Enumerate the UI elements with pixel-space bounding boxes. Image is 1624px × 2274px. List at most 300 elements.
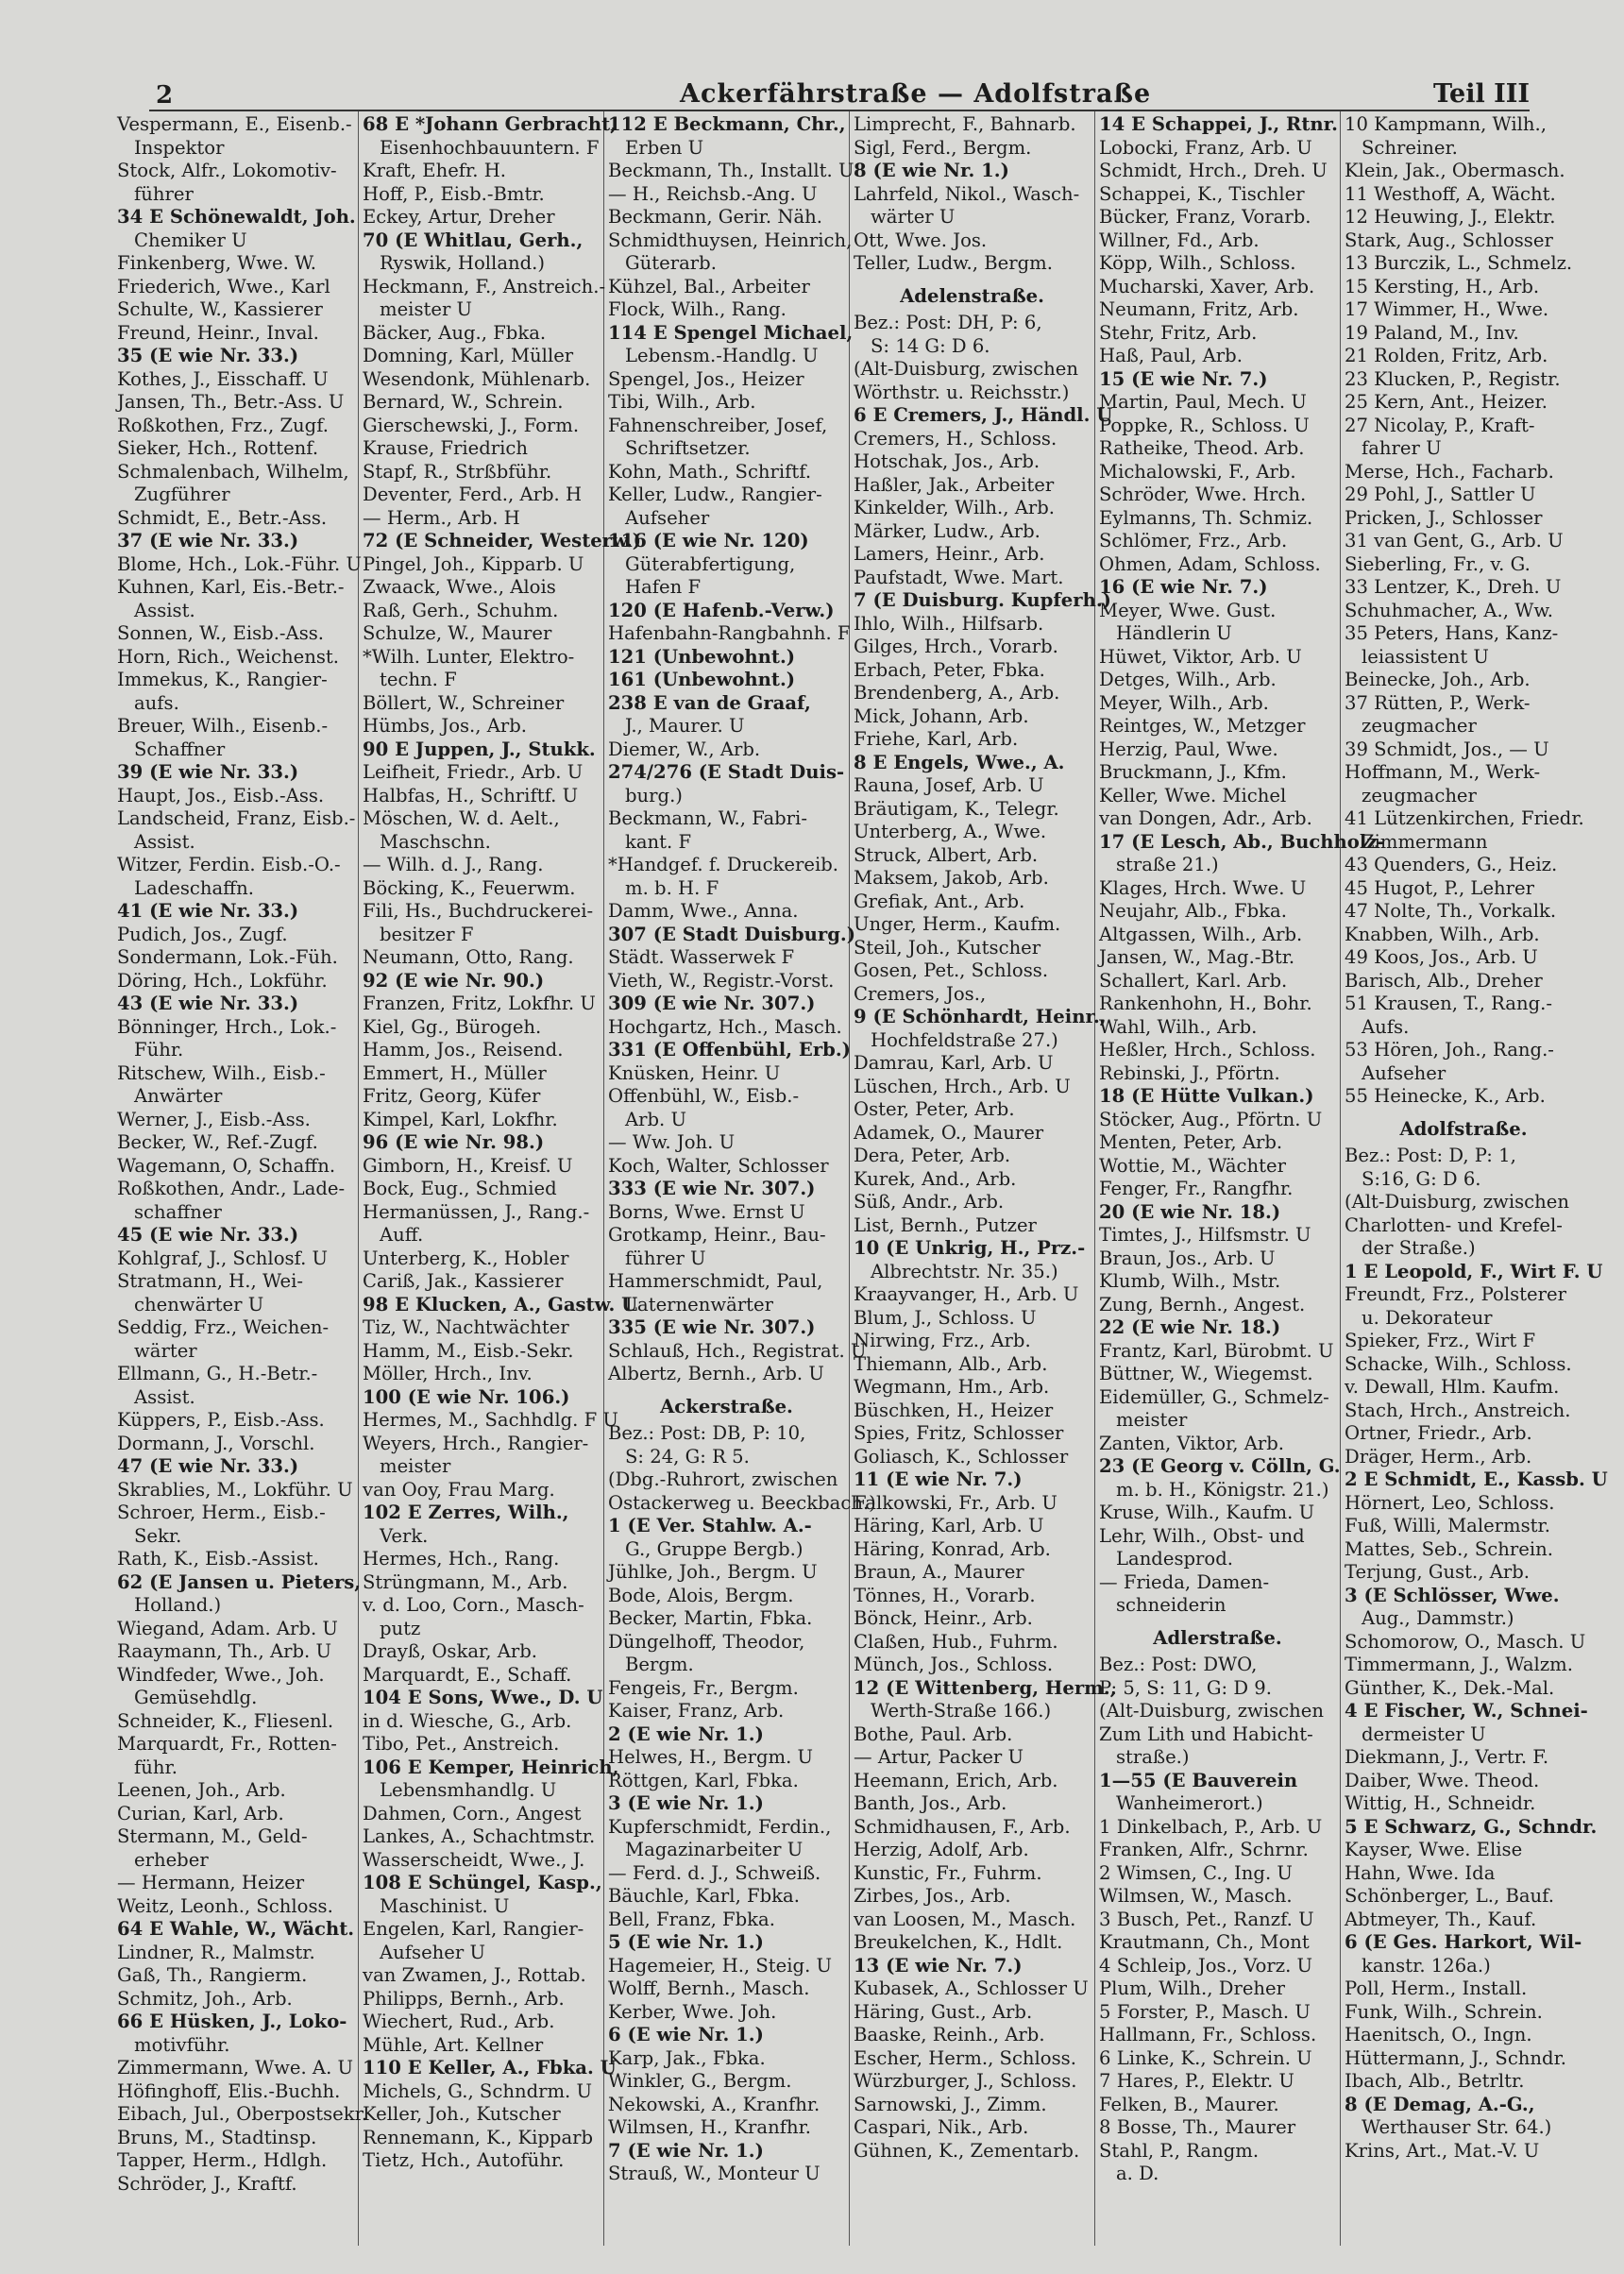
entry-line: Roßkothen, Andr., Lade- [117,1178,346,1199]
entry-line: Häring, Gust., Arb. [854,2000,1033,2023]
house-number-line: 4 E Fischer, W., Schnei- [1345,1700,1588,1722]
entry-line: Winkler, G., Bergm. [608,2070,792,2092]
entry-line: Bücker, Franz, Vorarb. [1099,206,1311,228]
house-number-line: 96 (E wie Nr. 98.) [363,1131,545,1153]
house-number-line: 47 (E wie Nr. 33.) [117,1455,299,1477]
entry-line: Kinkelder, Wilh., Arb. [854,497,1055,518]
entry-line: 17 Wimmer, H., Wwe. [1345,298,1549,320]
entry-line: Neumann, Otto, Rang. [363,946,574,968]
entry-line: Keller, Joh., Kutscher [363,2103,561,2125]
entry-continuation: leiassistent U [1362,645,1489,668]
entry-line: Wesendonk, Mühlenarb. [363,367,591,390]
entry-continuation: Zugführer [134,484,230,505]
entry-line: Franken, Alfr., Schrnr. [1099,1839,1309,1860]
entry-line: Eidemüller, G., Schmelz- [1099,1385,1329,1408]
entry-line: — Ww. Joh. U [608,1131,736,1153]
entry-line: Fahnenschreiber, Josef, [608,414,828,436]
entry-line: Brendenberg, A., Arb. [854,682,1060,704]
entry-line: Hochgartz, Hch., Masch. [608,1015,842,1038]
entry-continuation: Assist. [134,1385,195,1408]
house-number-line: 45 (E wie Nr. 33.) [117,1224,299,1246]
entry-line: Philipps, Bernh., Arb. [363,1987,565,2010]
house-number-line: 331 (E Offenbühl, Erb.) [608,1039,851,1061]
entry-line: Dormann, J., Vorschl. [117,1432,315,1454]
column-5 [1095,111,1385,2246]
entry-line: Bode, Alois, Bergm. [608,1584,794,1606]
house-number-line: 2 (E wie Nr. 1.) [608,1722,764,1745]
entry-continuation: Aufseher [1362,1061,1446,1084]
entry-line: Haupt, Jos., Eisb.-Ass. [117,784,325,806]
entry-line: Kraayvanger, H., Arb. U [854,1283,1079,1305]
entry-continuation: kant. F [625,830,692,853]
entry-line: Hüwet, Viktor, Arb. U [1099,645,1302,668]
entry-line: Daiber, Wwe. Theod. [1345,1769,1540,1791]
entry-line: Münch, Jos., Schloss. [854,1654,1054,1675]
entry-line: Möschen, W. d. Aelt., [363,807,560,829]
entry-line: Ohmen, Adam, Schloss. [1099,552,1321,575]
entry-continuation: meister U [380,298,473,320]
entry-line: Sieberling, Fr., v. G. [1345,552,1531,575]
entry-line: Windfeder, Wwe., Joh. [117,1663,325,1686]
entry-line: Lahrfeld, Nikol., Wasch- [854,182,1080,205]
entry-continuation: Sekr. [134,1524,182,1547]
entry-line: Wörthstr. u. Reichsstr.) [854,381,1070,403]
house-number-line: 274/276 (E Stadt Duis- [608,761,845,783]
entry-line: Kunstic, Fr., Fuhrm. [854,1861,1042,1884]
entry-line: 7 Hares, P., Elektr. U [1099,2070,1294,2092]
entry-line: Barisch, Alb., Dreher [1345,969,1543,992]
entry-line: Rebinski, J., Pförtn. [1099,1061,1280,1084]
entry-line: Plum, Wilh., Dreher [1099,1977,1285,1999]
page-title: Ackerfährstraße — Adolfstraße [680,79,1152,109]
entry-line: Schomorow, O., Masch. U [1345,1630,1586,1653]
entry-line: Hotschak, Jos., Arb. [854,450,1040,472]
entry-line: Immekus, K., Rangier- [117,669,328,690]
entry-line: Frantz, Karl, Bürobmt. U [1099,1339,1334,1362]
entry-line: Braun, A., Maurer [854,1561,1024,1583]
entry-line: Vespermann, E., Eisenb.- [117,113,352,135]
entry-line: 25 Kern, Ant., Heizer. [1345,391,1548,413]
house-number-line: 114 E Spengel Michael, [608,321,854,344]
entry-line: Leenen, Joh., Arb. [117,1779,286,1801]
entry-line: Cremers, Jos., [854,982,987,1005]
entry-line: Breuer, Wilh., Eisenb.- [117,715,329,737]
house-number-line: 335 (E wie Nr. 307.) [608,1316,816,1338]
entry-continuation: Anwärter [134,1085,223,1107]
entry-continuation: schaffner [134,1200,222,1223]
house-number-line: 22 (E wie Nr. 18.) [1099,1316,1281,1338]
entry-continuation: zeugmacher [1362,784,1477,806]
entry-line: Adamek, O., Maurer [854,1121,1044,1144]
entry-line: Gosen, Pet., Schloss. [854,959,1049,981]
entry-line: Zanten, Viktor, Arb. [1099,1432,1285,1454]
entry-line: Franzen, Fritz, Lokfhr. U [363,993,596,1014]
entry-line: Schröder, J., Kraftf. [117,2172,297,2195]
entry-continuation: Inspektor [134,136,225,159]
entry-line: Bell, Franz, Fbka. [608,1908,775,1930]
column-1 [113,111,368,2246]
entry-line: Kiel, Gg., Bürogeh. [363,1015,542,1038]
entry-line: Häring, Konrad, Arb. [854,1537,1051,1560]
house-number-line: 7 (E wie Nr. 1.) [608,2139,764,2162]
entry-line: Keller, Ludw., Rangier- [608,484,822,505]
entry-line: Wiegand, Adam. Arb. U [117,1617,338,1639]
entry-line: Ratheike, Theod. Arb. [1099,437,1305,459]
entry-line: Hermes, Hch., Rang. [363,1548,560,1570]
entry-continuation: Gemüsehdlg. [134,1687,258,1708]
entry-line: Timtes, J., Hilfsmstr. U [1099,1224,1311,1246]
house-number-line: 8 E Engels, Wwe., A. [854,751,1065,773]
entry-line: Tibo, Pet., Anstreich. [363,1733,560,1755]
house-number-line: 98 E Klucken, A., Gastw. U [363,1293,638,1315]
entry-line: Fritz, Georg, Küfer [363,1085,541,1107]
entry-line: Pricken, J., Schlosser [1345,506,1543,529]
entry-line: Günther, K., Dek.-Mal. [1345,1676,1555,1699]
entry-line: Zwaack, Wwe., Alois [363,576,556,598]
entry-line: Stach, Hrch., Anstreich. [1345,1399,1571,1421]
page-header [0,0,1624,113]
entry-line: Becker, W., Ref.-Zugf. [117,1131,318,1153]
entry-line: Ellmann, G., H.-Betr.- [117,1363,318,1384]
house-number-line: 64 E Wahle, W., Wächt. [117,1918,355,1940]
entry-line: Seddig, Frz., Weichen- [117,1316,330,1338]
entry-line: Lamers, Heinr., Arb. [854,543,1045,565]
entry-line: Hörnert, Leo, Schloss. [1345,1491,1555,1514]
entry-line: Flock, Wilh., Rang. [608,298,787,320]
entry-line: Drayß, Oskar, Arb. [363,1640,538,1662]
entry-line: Kohlgraf, J., Schlosf. U [117,1247,329,1269]
entry-line: 13 Burczik, L., Schmelz. [1345,252,1573,274]
entry-line: Meyer, Wwe. Gust. [1099,599,1277,621]
entry-line: Herzig, Paul, Wwe. [1099,738,1278,760]
entry-continuation: Schaffner [134,738,226,760]
house-number-line: 102 E Zerres, Wilh., [363,1502,569,1523]
entry-line: 31 van Gent, G., Arb. U [1345,530,1564,552]
entry-line: 29 Pohl, J., Sattler U [1345,484,1536,505]
entry-line: Tibi, Wilh., Arb. [608,391,756,413]
entry-continuation: m. b. H., Königstr. 21.) [1116,1478,1329,1501]
entry-line: Albertz, Bernh., Arb. U [608,1363,824,1384]
entry-line: Thiemann, Alb., Arb. [854,1352,1048,1375]
entry-line: Curian, Karl, Arb. [117,1802,284,1824]
entry-line: Hermes, M., Sachhdlg. F U [363,1409,618,1431]
entry-line: List, Bernh., Putzer [854,1213,1037,1236]
entry-line: — Hermann, Heizer [117,1872,305,1893]
entry-line: Weitz, Leonh., Schloss. [117,1894,333,1917]
entry-line: Nekowski, A., Kranfhr. [608,2093,820,2115]
entry-line: Kruse, Wilh., Kaufm. U [1099,1502,1315,1523]
entry-line: Krins, Art., Mat.-V. U [1345,2139,1540,2162]
entry-line: Leifheit, Friedr., Arb. U [363,761,584,783]
house-number-line: 309 (E wie Nr. 307.) [608,993,816,1014]
column-4 [850,111,1117,2246]
entry-line: Hallmann, Fr., Schloss. [1099,2024,1317,2045]
entry-line: Lehr, Wilh., Obst- und [1099,1524,1305,1547]
house-number-line: 1—55 (E Bauverein [1099,1769,1298,1791]
entry-line: Böcking, K., Feuerwm. [363,876,576,899]
entry-line: Roßkothen, Frz., Zugf. [117,414,329,436]
entry-line: Marquardt, E., Schaff. [363,1663,572,1686]
entry-line: Tiz, W., Nachtwächter [363,1316,569,1338]
entry-line: Stapf, R., Strßbführ. [363,460,552,483]
entry-line: Weyers, Hrch., Rangier- [363,1432,589,1454]
entry-line: Wilmsen, H., Kranfhr. [608,2116,812,2138]
entry-line: Skrablies, M., Lokführ. U [117,1478,353,1501]
entry-line: Ibach, Alb., Betrltr. [1345,2070,1525,2092]
entry-continuation: meister [380,1455,451,1477]
entry-line: Heßler, Hrch., Schloss. [1099,1039,1316,1061]
entry-line: Offenbühl, W., Eisb.- [608,1085,800,1107]
entry-line: van Dongen, Adr., Arb. [1099,807,1312,829]
entry-line: Limprecht, F., Bahnarb. [854,113,1076,135]
entry-line: Fengeis, Fr., Bergm. [608,1676,799,1699]
entry-line: 10 Kampmann, Wilh., [1345,113,1547,135]
entry-line: Döring, Hch., Lokführ. [117,969,328,992]
entry-line: Gaß, Th., Rangierm. [117,1964,308,1986]
house-number-line: 8 (E wie Nr. 1.) [854,160,1009,181]
entry-line: 1 Dinkelbach, P., Arb. U [1099,1815,1323,1838]
house-number-line: 35 (E wie Nr. 33.) [117,345,299,366]
entry-line: Tönnes, H., Vorarb. [854,1584,1036,1606]
entry-continuation: J., Maurer. U [625,715,745,737]
entry-line: 5 Forster, P., Masch. U [1099,2000,1311,2023]
house-number-line: 121 (Unbewohnt.) [608,645,796,668]
entry-line: Bernard, W., Schrein. [363,391,564,413]
entry-line: Funk, Wilh., Schrein. [1345,2000,1543,2023]
entry-line: Schröder, Wwe. Hrch. [1099,484,1307,505]
entry-line: 39 Schmidt, Jos., — U [1345,738,1549,760]
entry-line: Büttner, W., Wiegemst. [1099,1363,1313,1384]
entry-line: Herzig, Adolf, Arb. [854,1839,1029,1860]
entry-line: Mühle, Art. Kellner [363,2033,544,2056]
entry-line: Fenger, Fr., Rangfhr. [1099,1178,1294,1199]
entry-line: Wahl, Wilh., Arb. [1099,1015,1258,1038]
entry-line: Kohn, Math., Schriftf. [608,460,812,483]
house-number-line: 43 (E wie Nr. 33.) [117,993,299,1014]
entry-line: Meyer, Wilh., Arb. [1099,691,1269,714]
entry-line: 45 Hugot, P., Lehrer [1345,876,1534,899]
entry-line: Bäcker, Aug., Fbka. [363,321,547,344]
street-heading: Adelenstraße. [900,284,1044,307]
entry-line: Hammerschmidt, Paul, [608,1270,823,1292]
entry-line: Poppke, R., Schloss. U [1099,414,1310,436]
house-number-line: 116 (E wie Nr. 120) [608,530,809,552]
entry-line: Damm, Wwe., Anna. [608,900,799,922]
entry-continuation: führer U [625,1247,706,1269]
entry-line: Bez.: Post: DWO, [1099,1654,1258,1675]
entry-line: Steil, Joh., Kutscher [854,936,1041,959]
entry-line: Wasserscheidt, Wwe., J. [363,1848,585,1871]
entry-line: Küppers, P., Eisb.-Ass. [117,1409,325,1431]
entry-line: Freund, Heinr., Inval. [117,321,319,344]
house-number-line: 15 (E wie Nr. 7.) [1099,367,1268,390]
entry-continuation: Führ. [134,1039,184,1061]
entry-line: Felken, B., Maurer. [1099,2093,1279,2115]
entry-line: Büschken, H., Heizer [854,1399,1054,1421]
street-heading: Adolfstraße. [1399,1117,1528,1140]
house-number-line: 66 E Hüsken, J., Loko- [117,2011,347,2032]
entry-line: Kupferschmidt, Ferdin., [608,1815,832,1838]
entry-line: Mattes, Seb., Schrein. [1345,1537,1553,1560]
entry-continuation: burg.) [625,784,683,806]
entry-line: 21 Rolden, Fritz, Arb. [1345,345,1548,366]
entry-continuation: zeugmacher [1362,715,1477,737]
entry-line: Dräger, Herm., Arb. [1345,1445,1532,1468]
entry-continuation: schneiderin [1116,1594,1226,1616]
column-6 [1341,111,1608,2246]
entry-line: 55 Heinecke, K., Arb. [1345,1085,1546,1107]
entry-line: 19 Paland, M., Inv. [1345,321,1519,344]
entry-line: Heckmann, F., Anstreich.- [363,275,606,297]
entry-line: Jansen, W., Mag.-Btr. [1099,946,1295,968]
entry-continuation: Zimmermann [1362,830,1488,853]
entry-line: 27 Nicolay, P., Kraft- [1345,414,1535,436]
house-number-line: 70 (E Whitlau, Gerh., [363,229,584,251]
entry-line: Horn, Rich., Weichenst. [117,645,339,668]
entry-continuation: Assist. [134,830,195,853]
entry-line: Merse, Hch., Facharb. [1345,460,1554,483]
entry-line: Struck, Albert, Arb. [854,843,1039,866]
entry-line: Wittig, H., Schneidr. [1345,1792,1536,1814]
entry-line: Neujahr, Alb., Fbka. [1099,900,1287,922]
entry-line: Cremers, H., Schloss. [854,427,1057,450]
house-number-line: 14 E Schappei, J., Rtnr. [1099,113,1338,135]
entry-line: Süß, Andr., Arb. [854,1191,1005,1213]
entry-line: Stratmann, H., Wei- [117,1270,303,1292]
entry-line: Rauna, Josef, Arb. U [854,774,1044,796]
entry-line: Bez.: Post: DB, P: 10, [608,1422,806,1444]
entry-line: Wilmsen, W., Masch. [1099,1885,1293,1907]
entry-line: 37 Rütten, P., Werk- [1345,691,1531,714]
entry-line: 33 Lentzer, K., Dreh. U [1345,576,1562,598]
entry-line: Terjung, Gust., Arb. [1345,1561,1530,1583]
entry-line: Grotkamp, Heinr., Bau- [608,1224,826,1246]
house-number-line: 90 E Juppen, J., Stukk. [363,738,596,760]
entry-continuation: Assist. [134,599,195,621]
entry-line: Reintges, W., Metzger [1099,715,1306,737]
entry-continuation: Bergm. [625,1654,694,1675]
entry-continuation: erheber [134,1848,209,1871]
house-number-line: 37 (E wie Nr. 33.) [117,530,299,552]
house-number-line: 8 (E Demag, A.-G., [1345,2093,1535,2115]
entry-line: Hamm, Jos., Reisend. [363,1039,564,1061]
entry-line: Vieth, W., Registr.-Vorst. [608,969,835,992]
entry-continuation: führer [134,182,194,205]
entry-line: Breukelchen, K., Hdlt. [854,1931,1063,1953]
entry-line: Koch, Walter, Schlosser [608,1154,829,1177]
entry-continuation: Schriftsetzer. [625,437,751,459]
entry-continuation: Händlerin U [1116,622,1232,644]
entry-line: Dera, Peter, Arb. [854,1145,1011,1166]
entry-line: Michalowski, F., Arb. [1099,460,1296,483]
entry-line: Bez.: Post: D, P: 1, [1345,1145,1516,1166]
entry-line: Schmidthuysen, Heinrich, [608,229,853,251]
entry-line: Fuß, Willi, Malermstr. [1345,1515,1550,1536]
entry-line: Sondermann, Lok.-Füh. [117,946,338,968]
entry-line: Lobocki, Franz, Arb. U [1099,136,1312,159]
entry-line: 47 Nolte, Th., Vorkalk. [1345,900,1557,922]
entry-line: — Frieda, Damen- [1099,1570,1270,1593]
entry-line: van Loosen, M., Masch. [854,1908,1076,1930]
entry-line: Neumann, Fritz, Arb. [1099,298,1299,320]
entry-continuation: Güterarb. [625,252,717,274]
entry-line: Braun, Jos., Arb. U [1099,1247,1276,1269]
entry-line: Spieker, Frz., Wirt F [1345,1330,1536,1351]
entry-line: Kayser, Wwe. Elise [1345,1839,1523,1860]
entry-line: Wolff, Bernh., Masch. [608,1977,810,1999]
entry-line: 43 Quenders, G., Heiz. [1345,854,1558,875]
entry-line: Halbfas, H., Schriftf. U [363,784,579,806]
entry-line: 6 Linke, K., Schrein. U [1099,2046,1312,2069]
entry-line: Zimmermann, Wwe. A. U [117,2057,354,2079]
entry-line: Rankenhohn, H., Bohr. [1099,993,1312,1014]
entry-line: Hamm, M., Eisb.-Sekr. [363,1339,574,1362]
entry-continuation: Eisenhochbauuntern. F [380,136,600,159]
entry-line: Diemer, W., Arb. [608,738,761,760]
entry-line: Heemann, Erich, Arb. [854,1769,1058,1791]
entry-line: Hümbs, Jos., Arb. [363,715,528,737]
entry-line: Lindner, R., Malmstr. [117,1941,315,1963]
house-number-line: 333 (E wie Nr. 307.) [608,1178,816,1199]
entry-line: Lankes, A., Schachtmstr. [363,1825,596,1847]
entry-line: Bruckmann, J., Kfm. [1099,761,1287,783]
entry-line: Hoffmann, M., Werk- [1345,761,1541,783]
entry-continuation: Wanheimerort.) [1116,1792,1263,1814]
house-number-line: 110 E Keller, A., Fbka. U [363,2057,617,2079]
entry-line: Stahl, P., Rangm. [1099,2139,1260,2162]
entry-line: Paufstadt, Wwe. Mart. [854,566,1064,588]
entry-continuation: m. b. H. F [625,876,719,899]
entry-line: Menten, Peter, Arb. [1099,1131,1283,1153]
entry-line: Schlauß, Hch., Registrat. U [608,1339,867,1362]
entry-line: Rennemann, K., Kipparb [363,2126,594,2148]
house-number-line: 5 (E wie Nr. 1.) [608,1931,764,1953]
entry-line: Nirwing, Frz., Arb. [854,1330,1031,1351]
entry-continuation: Hafen F [625,576,702,598]
entry-line: Märker, Ludw., Arb. [854,519,1040,542]
entry-line: 51 Krausen, T., Rang.- [1345,993,1552,1014]
house-number-line: 108 E Schüngel, Kasp., [363,1872,602,1893]
entry-line: Escher, Herm., Schloss. [854,2046,1076,2069]
entry-line: Zung, Bernh., Angest. [1099,1293,1306,1315]
entry-line: 12 Heuwing, J., Elektr. [1345,206,1556,228]
house-number-line: 10 (E Unkrig, H., Prz.- [854,1237,1086,1259]
entry-line: Unterberg, K., Hobler [363,1247,569,1269]
entry-line: Jansen, Th., Betr.-Ass. U [117,391,345,413]
house-number-line: 161 (Unbewohnt.) [608,669,796,690]
entry-line: Maksem, Jakob, Arb. [854,867,1049,889]
entry-line: 2 Wimsen, C., Ing. U [1099,1861,1293,1884]
entry-line: Stöcker, Aug., Pförtn. U [1099,1108,1323,1130]
entry-line: Beckmann, Th., Installt. U [608,160,854,181]
entry-line: Sigl, Ferd., Bergm. [854,136,1032,159]
entry-line: (Alt-Duisburg, zwischen [1099,1700,1324,1722]
entry-line: v. Dewall, Hlm. Kaufm. [1345,1376,1560,1398]
entry-line: Finkenberg, Wwe. W. [117,252,316,274]
entry-line: Wiechert, Rud., Arb. [363,2011,555,2032]
entry-line: Schuhmacher, A., Ww. [1345,599,1554,621]
house-number-line: 20 (E wie Nr. 18.) [1099,1200,1281,1223]
entry-continuation: Aufseher U [380,1941,485,1963]
house-number-line: 5 E Schwarz, G., Schndr. [1345,1815,1598,1838]
entry-continuation: techn. F [380,669,457,690]
entry-line: Düngelhoff, Theodor, [608,1630,805,1653]
entry-continuation: S: 14 G: D 6. [871,334,990,357]
entry-continuation: dermeister U [1362,1722,1486,1745]
house-number-line: 13 (E wie Nr. 7.) [854,1954,1023,1977]
entry-line: Freundt, Frz., Polsterer [1345,1283,1566,1305]
house-number-line: 68 E *Johann Gerbracht, [363,113,617,135]
